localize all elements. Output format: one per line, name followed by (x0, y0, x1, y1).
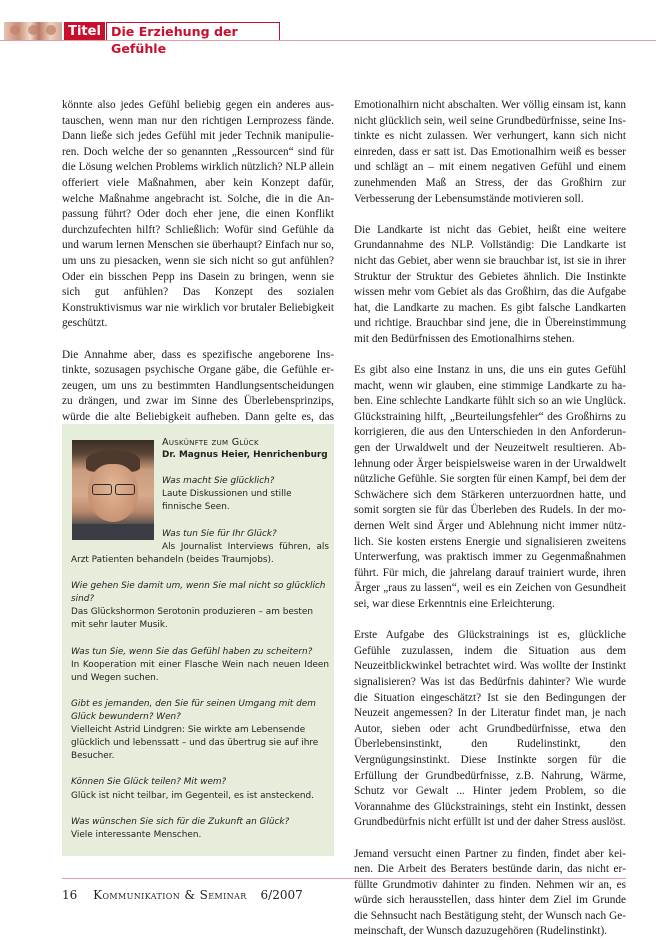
issue-number: 6/2007 (261, 888, 303, 902)
interviewee-name: Dr. Magnus Heier, Henrichenburg (71, 449, 329, 462)
paragraph: Erste Aufgabe des Glückstrainings ist es, glückliche Gefühle zuzulassen, indem die Situation aus dem Neuzeitblickwinkel betrachtet wird. Was wollte der Instinkt signalisieren? Was ist das Bedürfnis dahinter? Wie wurde die Situation eingeschätzt? Ist sie den Bedingungen der Neuzeit angemessen? In der Literatur findet man, je nach Autor, sieben oder acht Grundbedürfnisse, etwa den Überlebensinstinkt, den Rudelinstinkt, den Vergnügungsinstinkt. Diese Instinkte sorgen für die Erfüllung der Grundbedürfnisse, z.B. Nahrung, Wärme, Schutz vor Gewalt ... Hinter jedem Problem, so die Vorannahme des Glückstrainings, steht ein Instinkt, dessen Grundbedürfnis nicht erfüllt ist und der daher Stress auslöst. (354, 628, 626, 831)
answer: Als Journalist Interviews führen, als Arzt Patienten behandeln (beides Traumjobs). (71, 541, 329, 567)
left-column (62, 98, 334, 457)
page-number: 16 (62, 888, 77, 902)
header-photo-strip (4, 22, 62, 41)
paragraph: könnte also jedes Gefühl beliebig gegen ein anderes austauschen, wenn man nur den richtigen Lernprozess fände. Dann ließe sich jedes Gefühl mit jeder Technik manipulieren. Doch welche der so genannten „Ressourcen“ sind für die Lösung welchen Problems wirklich nützlich? NLP allein offeriert viele Maßnahmen, aber kein Konzept dafür, welche Maßnahme angebracht ist. Solche, die in die Anpassung führt? Oder doch eher jene, die einen Konflikt durchzufechten hilft? Schließlich: Wofür sind Gefühle da und warum lernen Menschen sie überhaupt? Einfach nur so, um uns zu piesacken, wenn sie sich nicht so gut anfühlen? Oder ein bisschen Pepp ins Dasein zu bringen, wenn sie sich gut anfühlen? Das Konzept des sozialen Konstruktivismus war nie wirklich vor brutaler Beliebigkeit geschützt. (62, 98, 334, 332)
question: Was wünschen Sie sich für die Zukunft an Glück? (71, 816, 329, 829)
question: Was tun Sie für Ihr Glück? (71, 528, 329, 541)
answer: Laute Diskussionen und stille finnische Seen. (71, 488, 329, 514)
question: Gibt es jemanden, den Sie für seinen Umgang mit dem Glück bewundern? Wen? (71, 698, 329, 724)
paragraph: Es gibt also eine Instanz in uns, die uns ein gutes Gefühl macht, wenn wir glauben, eine stimmige Landkarte zu haben. Eine schlechte Landkarte fühlt sich so an wie Unglück. Glückstraining hilft, „Beurteilungsfehler“ des Großhirns zu korrigieren, die aus den Unterschieden in den Anforderungen der Urwaldwelt und der Neuzeitwelt resultieren. Ablehnung oder Ärger beispielsweise waren in der Urwaldwelt nützliche Gefühle. Sie sorgten für einen Kampf, bei dem der Schwächere sich dem Stärkeren unterzuordnen hatte, und somit sorgten sie für das Überleben des Rudels. In der modernen Welt sind Ärger und Ablehnung nicht immer nützlich. Sie kosten erstens Energie und signalisieren zweitens Unterwerfung, was praktisch immer zu Gegenmaßnahmen führt. Für mich, die jahrelang darauf trainiert wurde, ihren Ärger „raus zu lassen“, weil es ein Zeichen von Gesundheit sei, war diese Erkenntnis eine Erleichterung. (354, 363, 626, 613)
interview-box (62, 424, 334, 856)
interview-text (71, 436, 329, 842)
answer: Glück ist nicht teilbar, im Gegenteil, es ist ansteckend. (71, 790, 329, 803)
page-footer (62, 888, 303, 902)
answer: In Kooperation mit einer Flasche Wein nach neuen Ideen und Wegen suchen. (71, 659, 329, 685)
header-rule (0, 40, 656, 41)
footer-rule (62, 878, 626, 879)
question: Was tun Sie, wenn Sie das Gefühl haben zu scheitern? (71, 646, 329, 659)
paragraph: Die Landkarte ist nicht das Gebiet, heißt eine weitere Grundannahme des NLP. Vollständig: Die Landkarte ist nicht das Gebiet, aber wenn sie brauchbar ist, ist sie in ihrer Struktur der Struktur des Gebietes ähnlich. Die Instinkte wissen mehr vom Gebiet als das Großhirn, das die Aufgabe hat, die Landkarte zu machen. Es gibt falsche Landkarten und richtige. Brauchbar sind jene, die in Übereinstimmung mit den Bedürfnissen des Emotionalhirns stehen. (354, 223, 626, 348)
section-tag: Titel (64, 22, 105, 41)
answer: Das Glückshormon Serotonin produzieren – am besten mit sehr lauter Musik. (71, 606, 329, 632)
answer: Vielleicht Astrid Lindgren: Sie wirkte am Lebensende glücklich und lebenssatt – und das übertrug sie auf ihre Besucher. (71, 724, 329, 763)
paragraph: Die Annahme aber, dass es spezifische angeborene Instinkte, sozusagen psychische Organe gäbe, die Gefühle erzeugen, um uns zu bestimmten Handlungsentscheidungen zu drängen, und zwar im Sinne des Überlebensprinzips, würde die alte Beliebigkeit aufheben. Dann gelte es, das (62, 348, 334, 457)
article-title: Die Erziehung der Gefühle (106, 22, 280, 41)
paragraph: Emotionalhirn nicht abschalten. Wer völlig einsam ist, kann nicht glücklich sein, weil seine Grundbedürfnisse, seine Instinkte es nicht zulassen. Wer verhungert, kann sich nicht einreden, dass er satt ist. Das Emotionalhirn weiß es besser und schlägt an – mit einem negativen Gefühl und einem zunehmenden Maß an Stress, der das Großhirn zur Verbesserung der Lebensumstände motivieren soll. (354, 98, 626, 207)
box-kicker: Auskünfte zum Glück (71, 436, 329, 449)
magazine-name: Kommunikation & Seminar (93, 888, 247, 902)
paragraph: Jemand versucht einen Partner zu finden, findet aber keinen. Die Arbeit des Beraters bestünde darin, das nicht erfüllte Grundmotiv dahinter zu finden. Nehmen wir an, es würde sich herausstellen, dass hinter dem Ziel im Grunde die Sehnsucht nach Bestätigung steht, der Wunsch nach Gemeinschaft, der Wunsch dazuzugehören (Rudelinstinkt). (354, 847, 626, 940)
right-column (354, 98, 626, 940)
question: Was macht Sie glücklich? (71, 475, 329, 488)
answer: Viele interessante Menschen. (71, 829, 329, 842)
question: Können Sie Glück teilen? Mit wem? (71, 776, 329, 789)
question: Wie gehen Sie damit um, wenn Sie mal nicht so glücklich sind? (71, 580, 329, 606)
